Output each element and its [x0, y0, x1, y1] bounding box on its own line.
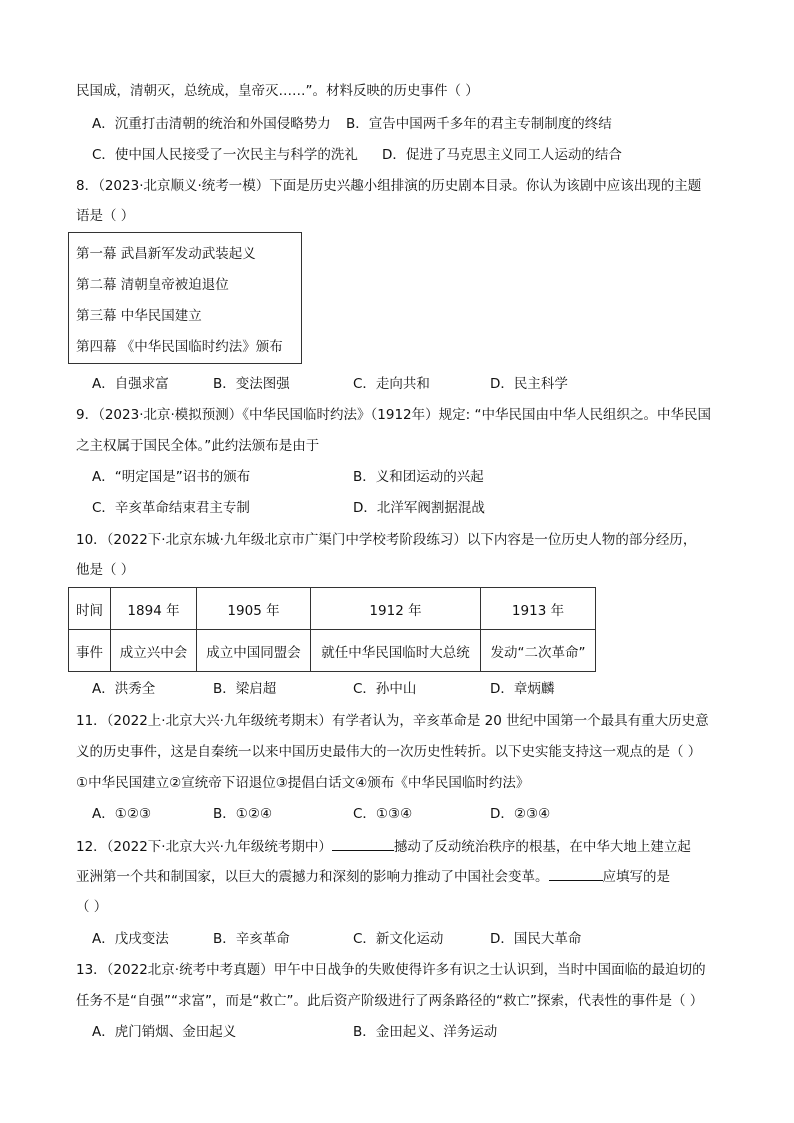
q12-stem-prefix: 12．（2022下·北京大兴·九年级统考期中）: [76, 839, 332, 855]
q9-option-d: D．北洋军阀割据混战: [353, 500, 485, 516]
q11-option-d: D．②③④: [490, 806, 551, 822]
table-header-event: 事件: [69, 630, 111, 672]
q7-option-d: D．促进了马克思主义同工人运动的结合: [382, 147, 622, 163]
table-cell-event: 就任中华民国临时大总统: [311, 630, 481, 672]
q11-statement-list: ①中华民国建立②宣统帝下诏退位③提倡白话文④颁布《中华民国临时约法》: [76, 775, 530, 791]
q8-option-b: B．变法图强: [213, 376, 290, 392]
q12-option-b: B．辛亥革命: [213, 931, 290, 947]
table-cell-year: 1913 年: [481, 588, 596, 630]
q12-stem-line1: [76, 836, 691, 857]
q12-fill-blank-2[interactable]: [549, 866, 603, 881]
q8-act-3: 第三幕 中华民国建立: [76, 308, 202, 324]
q8-option-d: D．民主科学: [490, 376, 568, 392]
q9-stem-line2: 之主权属于国民全体。”此约法颁布是由于: [76, 438, 320, 454]
q8-act-1: 第一幕 武昌新军发动武装起义: [76, 246, 256, 262]
q12-fill-blank[interactable]: [332, 836, 394, 851]
q12-option-a: A．戊戌变法: [92, 931, 169, 947]
table-cell-year: 1905 年: [197, 588, 311, 630]
q8-act-2: 第二幕 清朝皇帝被迫退位: [76, 277, 229, 293]
table-cell-event: 发动“二次革命”: [481, 630, 596, 672]
q12-stem-line2: [76, 866, 670, 887]
q11-option-b: B．①②④: [213, 806, 273, 822]
q10-option-a: A．洪秀全: [92, 681, 156, 697]
table-cell-year: 1912 年: [311, 588, 481, 630]
q7-stem-end: 民国成，清朝灭，总统成，皇帝灭……”。材料反映的历史事件（ ）: [76, 83, 479, 99]
q8-option-c: C．走向共和: [353, 376, 430, 392]
q8-script-contents-box: [68, 232, 302, 364]
q12-stem-line2-main: 亚洲第一个共和制国家，以巨大的震撼力和深刻的影响力推动了中国社会变革。: [76, 869, 549, 885]
q7-option-a: A．沉重打击清朝的统治和外国侵略势力: [92, 116, 331, 132]
q11-stem-line1: 11．（2022上·北京大兴·九年级统考期末）有学者认为，辛亥革命是 20 世纪中国第一个最具有重大历史意: [76, 713, 709, 729]
q8-stem-line2: 语是（ ）: [76, 208, 135, 224]
q8-option-a: A．自强求富: [92, 376, 169, 392]
q12-option-d: D．国民大革命: [490, 931, 582, 947]
q10-biography-table: [68, 587, 596, 672]
table-cell-event: 成立中国同盟会: [197, 630, 311, 672]
q8-stem-line1: 8．（2023·北京顺义·统考一模）下面是历史兴趣小组排演的历史剧本目录。你认为该剧中应该出现的主题: [76, 178, 702, 194]
q13-stem-line2: 任务不是“自强”“求富”，而是“救亡”。此后资产阶级进行了两条路径的“救亡”探索，代表性的事件是（ ）: [76, 993, 704, 1009]
table-cell-event: 成立兴中会: [111, 630, 197, 672]
q13-stem-line1: 13．（2022北京·统考中考真题）甲午中日战争的失败使得许多有识之士认识到，当时中国面临的最迫切的: [76, 962, 706, 978]
q10-stem-line1: 10．（2022下·北京东城·九年级北京市广渠门中学校考阶段练习）以下内容是一位历史人物的部分经历，: [76, 532, 697, 548]
q9-stem-line1: 9．（2023·北京·模拟预测）《中华民国临时约法》（1912年）规定: “中华民国由中华人民组织之。中华民国: [76, 407, 711, 423]
q11-stem-line2: 义的历史事件，这是自秦统一以来中国历史最伟大的一次历史性转折。以下史实能支持这一观点的是（ ）: [76, 744, 702, 760]
q12-stem-line1-rest: 撼动了反动统治秩序的根基，在中华大地上建立起: [393, 839, 691, 855]
q12-stem-line3: （ ）: [76, 899, 108, 915]
q10-option-d: D．章炳麟: [490, 681, 555, 697]
q11-option-a: A．①②③: [92, 806, 152, 822]
q13-option-a: A．虎门销烟、金田起义: [92, 1024, 237, 1040]
q7-option-b: B．宣告中国两千多年的君主专制制度的终结: [346, 116, 612, 132]
table-header-time: 时间: [69, 588, 111, 630]
q10-option-c: C．孙中山: [353, 681, 417, 697]
q13-option-b: B．金田起义、洋务运动: [353, 1024, 498, 1040]
q9-option-a: A．“明定国是”诏书的颁布: [92, 469, 251, 485]
q10-stem-line2: 他是（ ）: [76, 562, 135, 578]
q12-option-c: C．新文化运动: [353, 931, 444, 947]
q10-option-b: B．梁启超: [213, 681, 277, 697]
q8-act-4: 第四幕 《中华民国临时约法》颁布: [76, 339, 283, 355]
q7-option-c: C．使中国人民接受了一次民主与科学的洗礼: [92, 147, 358, 163]
table-row: [69, 630, 596, 672]
q9-option-c: C．辛亥革命结束君主专制: [92, 500, 250, 516]
q9-option-b: B．义和团运动的兴起: [353, 469, 484, 485]
q11-option-c: C．①③④: [353, 806, 413, 822]
table-cell-year: 1894 年: [111, 588, 197, 630]
q12-stem-line2-rest: 应填写的是: [602, 869, 670, 885]
table-row: [69, 588, 596, 630]
